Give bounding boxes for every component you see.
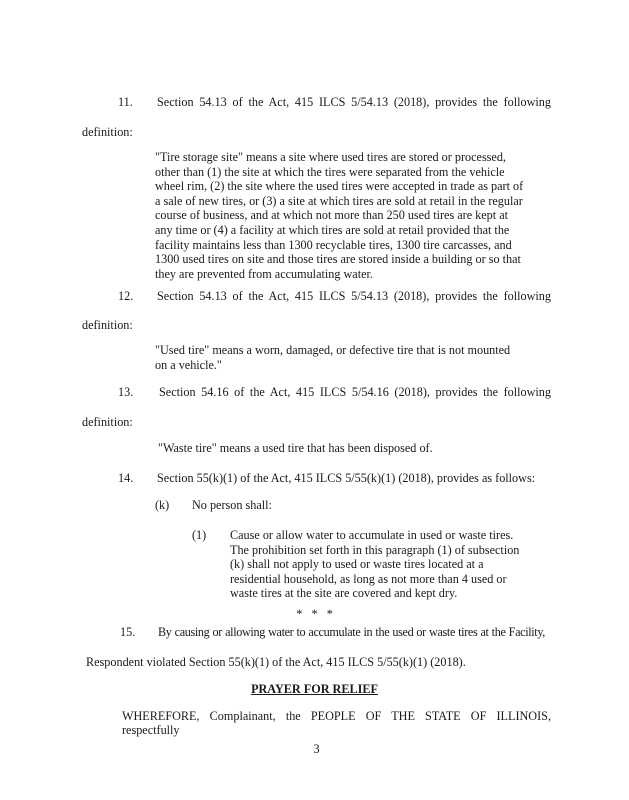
quote-line: The prohibition set forth in this paragraph (1) of subsection	[230, 542, 520, 557]
quote-line: "Tire storage site" means a site where used tires are stored or processed,	[155, 150, 506, 164]
quote-line: waste tires at the site are covered and kept dry.	[230, 586, 458, 601]
quote-line: 1300 used tires on site and those tires are stored inside a building or so that	[155, 252, 521, 267]
block-quote	[158, 441, 433, 456]
quote-line: they are prevented from accumulating water.	[155, 266, 373, 281]
quote-line: wheel rim, (2) the site where the used tires were accepted in trade as part of	[155, 179, 524, 194]
paragraph-number: 15.	[120, 625, 136, 639]
paragraph-continuation: Respondent violated Section 55(k)(1) of the Act, 415 ILCS 5/55(k)(1) (2018).	[86, 655, 466, 669]
paragraph-text: Section 54.13 of the Act, 415 ILCS 5/54.13 (2018), provides the following	[157, 289, 551, 303]
subsection-label: (k)	[155, 498, 170, 512]
ellipsis-asterisks: * * *	[296, 607, 333, 621]
quote-line: facility maintains less than 1300 recyclable tires, 1300 tire carcasses, and	[155, 237, 512, 252]
block-quote	[155, 343, 510, 372]
section-heading: PRAYER FOR RELIEF	[251, 682, 378, 696]
quote-line: on a vehicle."	[155, 357, 222, 372]
paragraph-continuation: definition:	[82, 125, 133, 139]
paragraph-number: 13.	[118, 385, 134, 399]
item-label: (1)	[192, 528, 207, 542]
paragraph-number: 11.	[118, 95, 133, 109]
paragraph-text: Section 55(k)(1) of the Act, 415 ILCS 5/55(k)(1) (2018), provides as follows:	[157, 471, 536, 485]
quote-line: "Waste tire" means a used tire that has been disposed of.	[158, 441, 433, 455]
paragraph-continuation: definition:	[82, 318, 133, 332]
paragraph-text: By causing or allowing water to accumulate in the used or waste tires at the Facility,	[158, 625, 545, 639]
paragraph-text: Section 54.16 of the Act, 415 ILCS 5/54.16 (2018), provides the following	[159, 385, 551, 399]
block-quote	[155, 150, 524, 281]
item-text	[230, 528, 519, 601]
page-number: 3	[313, 742, 320, 756]
quote-line: other than (1) the site at which the tires were separated from the vehicle	[155, 164, 505, 179]
quote-line: Cause or allow water to accumulate in used or waste tires.	[230, 528, 514, 542]
paragraph-text: Section 54.13 of the Act, 415 ILCS 5/54.13 (2018), provides the following	[157, 95, 551, 109]
quote-line: any time or (4) a facility at which tires are sold at retail provided that the	[155, 222, 510, 237]
paragraph-number: 12.	[118, 289, 134, 303]
subsection-text: No person shall:	[192, 498, 272, 512]
wherefore-text: WHEREFORE, Complainant, the PEOPLE OF THE STATE OF ILLINOIS, respectfully	[122, 709, 551, 737]
quote-line: (k) shall not apply to used or waste tires located at a	[230, 557, 484, 572]
quote-line: course of business, and at which not more than 250 used tires are kept at	[155, 208, 509, 223]
paragraph-continuation: definition:	[82, 415, 133, 429]
quote-line: a sale of new tires, or (3) a site at which tires are sold at retail in the regular	[155, 193, 523, 208]
quote-line: residential household, as long as not more than 4 used or	[230, 571, 507, 586]
paragraph-number: 14.	[118, 471, 134, 485]
quote-line: "Used tire" means a worn, damaged, or defective tire that is not mounted	[155, 343, 511, 357]
